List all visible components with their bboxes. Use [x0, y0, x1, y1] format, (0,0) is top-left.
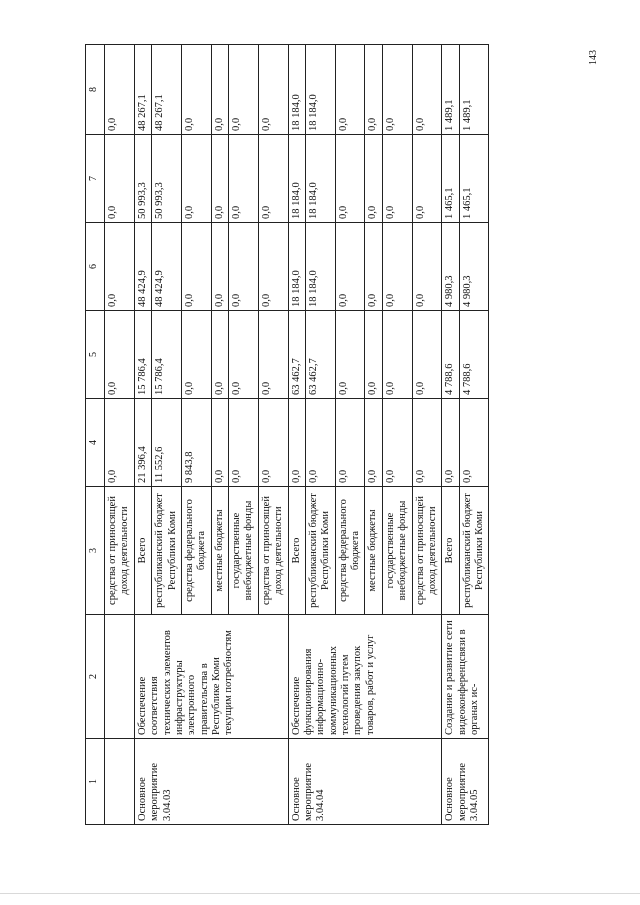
table-row — [105, 45, 135, 825]
description-cell: Создание и развитие сети видеоконференцсвязи в органах ис- — [442, 615, 489, 739]
funding-source-cell: средства федерального бюджета — [181, 487, 211, 615]
funding-source-cell: республиканский бюджет Республики Коми — [305, 487, 335, 615]
table-row — [134, 45, 151, 825]
value-cell: 0,0 — [412, 399, 442, 487]
value-cell: 0,0 — [365, 45, 382, 135]
value-cell: 0,0 — [258, 311, 288, 399]
value-cell: 0,0 — [412, 223, 442, 311]
value-cell: 0,0 — [105, 399, 135, 487]
value-cell: 0,0 — [211, 223, 228, 311]
value-cell: 0,0 — [335, 311, 365, 399]
value-cell: 0,0 — [382, 311, 412, 399]
value-cell: 18 184,0 — [305, 45, 335, 135]
funding-source-cell: республиканский бюджет Республики Коми — [152, 487, 182, 615]
value-cell: 0,0 — [335, 223, 365, 311]
value-cell: 0,0 — [105, 135, 135, 223]
value-cell: 0,0 — [305, 399, 335, 487]
funding-source-cell: средства от приносящей доход деятельности — [105, 487, 135, 615]
funding-source-cell: государственные внебюджетные фонды — [229, 487, 259, 615]
funding-source-cell: средства от приносящей доход деятельности — [258, 487, 288, 615]
value-cell: 0,0 — [181, 135, 211, 223]
value-cell: 0,0 — [229, 135, 259, 223]
value-cell: 0,0 — [382, 223, 412, 311]
funding-source-cell: средства федерального бюджета — [335, 487, 365, 615]
table-header-row — [86, 45, 105, 825]
value-cell: 15 786,4 — [134, 311, 151, 399]
value-cell: 0,0 — [211, 135, 228, 223]
value-cell: 0,0 — [181, 311, 211, 399]
value-cell: 0,0 — [229, 45, 259, 135]
rotated-table-container — [85, 45, 545, 825]
header-cell: 4 — [86, 399, 105, 487]
value-cell: 0,0 — [181, 45, 211, 135]
value-cell: 0,0 — [229, 311, 259, 399]
value-cell: 0,0 — [105, 311, 135, 399]
value-cell: 18 184,0 — [288, 135, 305, 223]
value-cell: 0,0 — [365, 223, 382, 311]
funding-source-cell: местные бюджеты — [365, 487, 382, 615]
header-cell: 7 — [86, 135, 105, 223]
value-cell: 4 788,6 — [459, 311, 489, 399]
value-cell: 0,0 — [365, 399, 382, 487]
value-cell: 0,0 — [288, 399, 305, 487]
value-cell: 0,0 — [258, 223, 288, 311]
activity-cell: Основное мероприятие 3.04.04 — [288, 739, 442, 825]
value-cell: 0,0 — [382, 399, 412, 487]
value-cell: 63 462,7 — [305, 311, 335, 399]
value-cell: 48 267,1 — [134, 45, 151, 135]
funding-source-cell: Всего — [288, 487, 305, 615]
value-cell: 0,0 — [335, 399, 365, 487]
value-cell: 0,0 — [211, 45, 228, 135]
header-cell: 6 — [86, 223, 105, 311]
funding-table — [85, 44, 489, 825]
value-cell: 11 552,6 — [152, 399, 182, 487]
value-cell: 48 424,9 — [152, 223, 182, 311]
funding-source-cell: Всего — [442, 487, 459, 615]
header-cell: 3 — [86, 487, 105, 615]
header-cell: 1 — [86, 739, 105, 825]
value-cell: 18 184,0 — [305, 223, 335, 311]
funding-source-cell: местные бюджеты — [211, 487, 228, 615]
value-cell: 0,0 — [442, 399, 459, 487]
value-cell: 0,0 — [105, 45, 135, 135]
value-cell: 0,0 — [365, 311, 382, 399]
value-cell: 0,0 — [335, 135, 365, 223]
value-cell: 0,0 — [105, 223, 135, 311]
value-cell: 0,0 — [258, 135, 288, 223]
activity-cell — [105, 739, 135, 825]
activity-cell: Основное мероприятие 3.04.03 — [134, 739, 288, 825]
value-cell: 0,0 — [258, 45, 288, 135]
table-row — [288, 45, 305, 825]
description-cell: Обеспечение соответствия технических элементов инфраструктуры электронного правительства в Республике Коми текущим потребностям — [134, 615, 288, 739]
funding-source-cell: государственные внебюджетные фонды — [382, 487, 412, 615]
value-cell: 0,0 — [382, 135, 412, 223]
funding-source-cell: средства от приносящей доход деятельности — [412, 487, 442, 615]
table-rotation-frame — [85, 45, 545, 825]
value-cell: 0,0 — [229, 223, 259, 311]
value-cell: 63 462,7 — [288, 311, 305, 399]
value-cell: 15 786,4 — [152, 311, 182, 399]
value-cell: 1 465,1 — [442, 135, 459, 223]
value-cell: 4 788,6 — [442, 311, 459, 399]
value-cell: 0,0 — [412, 135, 442, 223]
value-cell: 0,0 — [211, 311, 228, 399]
value-cell: 1 489,1 — [459, 45, 489, 135]
value-cell: 0,0 — [229, 399, 259, 487]
scan-edge-line — [0, 893, 640, 894]
value-cell: 0,0 — [412, 311, 442, 399]
value-cell: 1 489,1 — [442, 45, 459, 135]
value-cell: 48 267,1 — [152, 45, 182, 135]
value-cell: 1 465,1 — [459, 135, 489, 223]
value-cell: 48 424,9 — [134, 223, 151, 311]
value-cell: 9 843,8 — [181, 399, 211, 487]
value-cell: 0,0 — [459, 399, 489, 487]
activity-cell: Основное мероприятие 3.04.05 — [442, 739, 489, 825]
page-number: 143 — [588, 50, 599, 65]
value-cell: 21 396,4 — [134, 399, 151, 487]
table-row — [442, 45, 459, 825]
header-cell: 5 — [86, 311, 105, 399]
value-cell: 0,0 — [335, 45, 365, 135]
description-cell: Обеспечение функционирования информационно-коммуникационных технологий путем проведения закупок товаров, работ и услуг — [288, 615, 442, 739]
value-cell: 18 184,0 — [288, 45, 305, 135]
header-cell: 2 — [86, 615, 105, 739]
description-cell — [105, 615, 135, 739]
header-cell: 8 — [86, 45, 105, 135]
funding-source-cell: республиканский бюджет Республики Коми — [459, 487, 489, 615]
value-cell: 18 184,0 — [305, 135, 335, 223]
value-cell: 50 993,3 — [152, 135, 182, 223]
funding-source-cell: Всего — [134, 487, 151, 615]
value-cell: 0,0 — [258, 399, 288, 487]
value-cell: 0,0 — [365, 135, 382, 223]
value-cell: 0,0 — [382, 45, 412, 135]
value-cell: 0,0 — [211, 399, 228, 487]
value-cell: 50 993,3 — [134, 135, 151, 223]
value-cell: 0,0 — [181, 223, 211, 311]
value-cell: 0,0 — [412, 45, 442, 135]
value-cell: 18 184,0 — [288, 223, 305, 311]
value-cell: 4 980,3 — [442, 223, 459, 311]
value-cell: 4 980,3 — [459, 223, 489, 311]
